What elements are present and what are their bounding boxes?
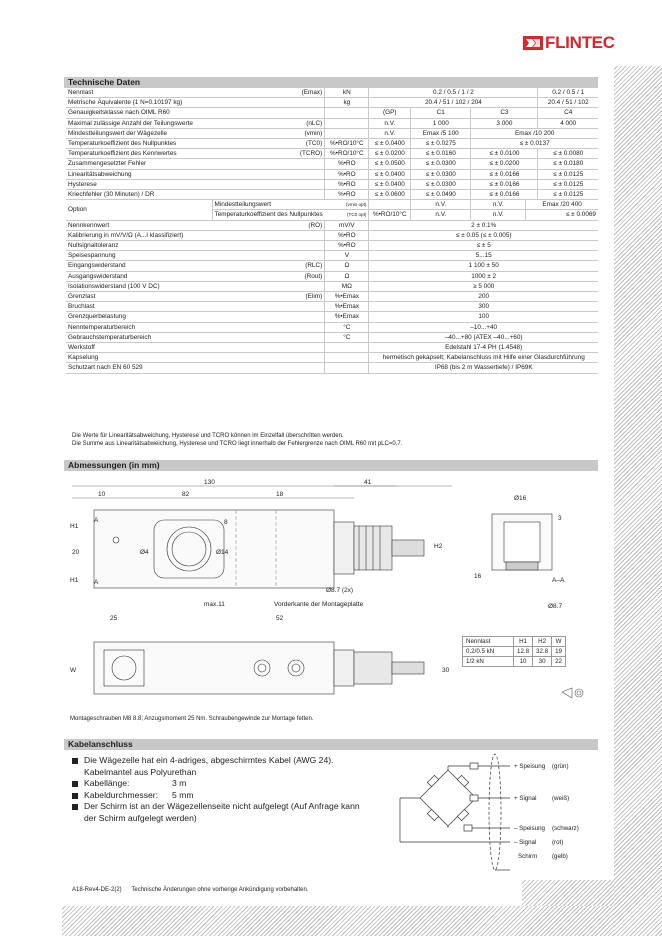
- spec-symbol: [212, 312, 325, 322]
- spec-value: 4 000: [538, 118, 598, 128]
- label-8: 8: [224, 519, 228, 526]
- spec-value: 100: [369, 312, 598, 322]
- note-1: Die Werte für Linearitätsabweichung, Hysterese und TCRO können im Einzelfall überschritten werden.: [72, 433, 344, 439]
- spec-label: Gebrauchstemperaturbereich: [66, 332, 212, 342]
- wire-minus-signal: – Signal: [514, 839, 537, 846]
- spec-value: 1 100 ± 50: [369, 261, 598, 271]
- spec-value: ≤ ± 0.0160: [411, 149, 471, 159]
- label-20: 20: [72, 549, 80, 556]
- spec-unit: %•Emax: [325, 302, 369, 312]
- wire-plus-speisung: + Speisung: [514, 763, 546, 770]
- spec-label: Genauigkeitsklasse nach OIML R60: [66, 108, 212, 118]
- label-a-a: A–A: [552, 577, 565, 584]
- spec-label: Hysterese: [66, 179, 212, 189]
- section-technical-data: Technische Daten: [64, 77, 598, 88]
- spec-label: Schutzart nach EN 60 529: [66, 363, 212, 373]
- spec-row: [66, 220, 598, 230]
- spec-value: Edelstahl 17-4 PH (1.4548): [369, 343, 598, 353]
- spec-unit: %•RO: [325, 169, 369, 179]
- spec-row: [66, 128, 598, 138]
- spec-row: [66, 353, 598, 363]
- spec-row: [66, 261, 598, 271]
- spec-symbol: [212, 322, 325, 332]
- spec-value: ≤ ± 0.0125: [538, 179, 598, 189]
- spec-unit: %•Emax: [325, 292, 369, 302]
- wire-plus-signal: + Signal: [514, 795, 537, 802]
- dim-18: 18: [276, 491, 284, 498]
- spec-row: [66, 281, 598, 291]
- label-25: 25: [110, 615, 118, 622]
- spec-row: [66, 343, 598, 353]
- spec-label: Bruchlast: [66, 302, 212, 312]
- spec-value: 1000 ± 2: [369, 271, 598, 281]
- dimension-drawing: [64, 470, 598, 710]
- spec-value: ≤ ± 0.0300: [411, 169, 471, 179]
- dim-header-h1: H1: [514, 637, 533, 647]
- spec-unit: Ω: [325, 261, 369, 271]
- spec-label: Metrische Äquivalente (1 N=0.10197 kg): [66, 98, 212, 108]
- spec-row: [66, 169, 598, 179]
- spec-row: [66, 241, 598, 251]
- flintec-logo-mark-icon: [523, 36, 543, 50]
- spec-row: [66, 88, 598, 98]
- spec-value: (GP): [369, 108, 411, 118]
- spec-unit: %•RO/10°C: [325, 149, 369, 159]
- dim-cell: 0.2/0.5 kN: [463, 647, 514, 657]
- label-w: W: [70, 667, 77, 674]
- spec-label: Eingangswiderstand: [66, 261, 212, 271]
- cable-item: Kabellänge: 3 m: [72, 778, 372, 790]
- spec-value: n.V.: [369, 118, 411, 128]
- spec-row: [66, 322, 598, 332]
- spec-value: Emax /10 200: [471, 128, 598, 138]
- spec-unit: %•RO: [325, 179, 369, 189]
- spec-value: ≤ ± 0.0166: [471, 169, 538, 179]
- spec-value: ≤ ± 0.0069: [526, 210, 598, 220]
- spec-value: 300: [369, 302, 598, 312]
- spec-symbol: (TC0): [212, 139, 325, 149]
- label-30: 30: [442, 667, 450, 674]
- spec-value: ≤ ± 0.0180: [538, 159, 598, 169]
- spec-row: [66, 98, 598, 108]
- spec-symbol: (TCRO): [212, 149, 325, 159]
- spec-value: C1: [411, 108, 471, 118]
- section-dimensions: Abmessungen (in mm): [64, 460, 598, 471]
- spec-value: ≤ ± 0.0080: [538, 149, 598, 159]
- spec-value: ≤ ± 5: [369, 241, 598, 251]
- spec-unit: %•RO: [325, 190, 369, 200]
- spec-value: 3 000: [471, 118, 538, 128]
- spec-label: Werkstoff: [66, 343, 212, 353]
- spec-unit: [325, 343, 369, 353]
- label-a-bottom: A: [94, 579, 99, 586]
- label-o14: Ø14: [216, 549, 229, 556]
- spec-row: [66, 312, 598, 322]
- spec-symbol: (nLC): [212, 118, 325, 128]
- label-52: 52: [276, 615, 284, 622]
- cable-spec-list: [72, 755, 372, 825]
- wire-minus-speisung-color: (schwarz): [552, 825, 579, 832]
- dim-cell: 32.8: [533, 647, 552, 657]
- dim-130: 130: [204, 479, 215, 486]
- spec-value: Emax /20 400: [526, 200, 598, 210]
- spec-symbol: [212, 179, 325, 189]
- spec-symbol: [212, 169, 325, 179]
- spec-value: 1 000: [411, 118, 471, 128]
- spec-symbol: (Rout): [212, 271, 325, 281]
- spec-unit: [325, 128, 369, 138]
- spec-unit: [325, 118, 369, 128]
- spec-value: ≤ ± 0.0490: [411, 190, 471, 200]
- spec-value: C3: [471, 108, 538, 118]
- spec-value: ≤ ± 0.0166: [471, 179, 538, 189]
- spec-value: ≤ ± 0.0600: [369, 190, 411, 200]
- spec-symbol: [212, 302, 325, 312]
- label-h1-top: H1: [70, 523, 79, 530]
- spec-symbol: [212, 251, 325, 261]
- spec-unit: °C: [325, 332, 369, 342]
- spec-label: Kapselung: [66, 353, 212, 363]
- spec-row: [66, 139, 598, 149]
- spec-symbol: [212, 190, 325, 200]
- shield-outline: [489, 754, 501, 870]
- spec-option-label: Option: [66, 200, 212, 220]
- spec-label: Kriechfehler (30 Minuten) / DR: [66, 190, 212, 200]
- spec-label: Nenntemperaturbereich: [66, 322, 212, 332]
- spec-label: Isolationswiderstand (100 V DC): [66, 281, 212, 291]
- spec-unit: [325, 363, 369, 373]
- spec-row: [66, 363, 598, 373]
- spec-unit: %•Emax: [325, 312, 369, 322]
- hatch-margin-right: [614, 66, 662, 936]
- spec-unit: %•RO: [325, 159, 369, 169]
- cell-body: [94, 510, 334, 588]
- spec-value: n.V.: [411, 210, 471, 220]
- spec-value: ≤ ± 0.05 (≤ ± 0.005): [369, 230, 598, 240]
- spec-row: [66, 251, 598, 261]
- spec-notes: [72, 432, 402, 448]
- spec-value: ≤ ± 0.0125: [538, 169, 598, 179]
- spec-value: n.V.: [471, 210, 526, 220]
- spec-symbol: [212, 343, 325, 353]
- spec-value: C4: [538, 108, 598, 118]
- spec-unit: V: [325, 251, 369, 261]
- spec-value: Emax /5 100: [411, 128, 471, 138]
- dim-cell: 12.8: [514, 647, 533, 657]
- spec-row: [66, 108, 598, 118]
- label-h2: H2: [434, 543, 443, 550]
- dim-header-w: W: [552, 637, 566, 647]
- spec-label: Linearitätsabweichung: [66, 169, 212, 179]
- spec-symbol: [212, 230, 325, 240]
- spec-row: [66, 190, 598, 200]
- label-o87: Ø8.7: [548, 603, 563, 610]
- spec-row: [66, 230, 598, 240]
- wheatstone-bridge: [420, 770, 476, 826]
- spec-symbol: [212, 353, 325, 363]
- spec-label: Kalibrierung in mV/V/Ω (A...I klassifiziert): [66, 230, 212, 240]
- mounting-note: Montageschrauben M8 8.8; Anzugsmoment 25 Nm. Schraubengewinde zur Montage fetten.: [70, 716, 314, 722]
- spec-row: [66, 292, 598, 302]
- spec-value: –40...+80 (ATEX –40...+60): [369, 332, 598, 342]
- spec-label: Nullsignaltoleranz: [66, 241, 212, 251]
- spec-symbol: [212, 98, 325, 108]
- spec-value: ≤ ± 0.0100: [471, 149, 538, 159]
- spec-symbol: (Emax): [212, 88, 325, 98]
- spec-label: Zusammengesetzter Fehler: [66, 159, 212, 169]
- label-16: 16: [474, 573, 482, 580]
- dimension-table: [462, 636, 566, 667]
- spec-label: Temperaturkoeffizient des Kennwertes: [66, 149, 212, 159]
- dim-header-h2: H2: [533, 637, 552, 647]
- wiring-diagram: [380, 752, 590, 888]
- spec-row: [66, 118, 598, 128]
- spec-label: Mindestteilungswert: [212, 200, 325, 210]
- spec-label: Nennkennwert: [66, 220, 212, 230]
- wire-plus-speisung-color: (grün): [552, 763, 569, 770]
- spec-row: [66, 332, 598, 342]
- spec-value: n.V.: [411, 200, 471, 210]
- spec-row: [66, 179, 598, 189]
- spec-value: ≤ ± 0.0300: [411, 159, 471, 169]
- wire-minus-speisung: – Speisung: [514, 825, 545, 832]
- spec-unit: °C: [325, 322, 369, 332]
- spec-unit: [325, 353, 369, 363]
- label-h1-bottom: H1: [70, 577, 79, 584]
- spec-unit: %•RO: [325, 241, 369, 251]
- spec-symbol: [212, 241, 325, 251]
- dim-cell: 1/2 kN: [463, 657, 514, 667]
- spec-row: [66, 200, 598, 210]
- spec-symbol: [212, 108, 325, 118]
- spec-symbol: (TC0 opt): [325, 210, 369, 220]
- wire-shield: Schirm: [518, 853, 538, 860]
- dim-82: 82: [182, 491, 190, 498]
- dim-cell: 19: [552, 647, 566, 657]
- label-vorderkante: Vorderkante der Montageplatte: [274, 601, 364, 608]
- spec-symbol: (RO): [212, 220, 325, 230]
- cable: [392, 540, 424, 556]
- spec-value: n.V.: [471, 200, 526, 210]
- wire-minus-signal-color: (rot): [552, 839, 564, 846]
- spec-value: ≤ ± 0.0200: [471, 159, 538, 169]
- spec-symbol: (vmin): [212, 128, 325, 138]
- spec-unit: mV/V: [325, 220, 369, 230]
- spec-value: ≥ 5 000: [369, 281, 598, 291]
- spec-value: ≤ ± 0.0275: [411, 139, 471, 149]
- spec-unit: %•RO/10°C: [325, 139, 369, 149]
- spec-table: [66, 88, 598, 374]
- spec-label: Nennlast: [66, 88, 212, 98]
- spec-unit: Ω: [325, 271, 369, 281]
- spec-label: Temperaturkoeffizient des Nullpunktes: [66, 139, 212, 149]
- spec-value: 200: [369, 292, 598, 302]
- footer-text: Technische Änderungen ohne vorherige Ankündigung vorbehalten.: [131, 887, 309, 893]
- hatch-margin-bottom: [62, 906, 614, 936]
- wire-shield-color: (gelb): [552, 853, 568, 860]
- spec-value: ≤ ± 0.0400: [369, 169, 411, 179]
- cable-item: Kabeldurchmesser: 5 mm: [72, 790, 372, 802]
- label-max11: max.11: [204, 601, 225, 608]
- spec-label: Ausgangswiderstand: [66, 271, 212, 281]
- spec-symbol: [212, 159, 325, 169]
- spec-value: ≤ ± 0.0400: [369, 139, 411, 149]
- label-o16: Ø16: [514, 495, 527, 502]
- spec-value: 0.2 / 0.5 / 1: [538, 88, 598, 98]
- spec-row: [66, 159, 598, 169]
- spec-value: 2 ± 0.1%: [369, 220, 598, 230]
- spec-row: [66, 271, 598, 281]
- spec-value: ≤ ± 0.0125: [538, 190, 598, 200]
- spec-unit: MΩ: [325, 281, 369, 291]
- spec-value: 20.4 / 51 / 102 / 204: [369, 98, 538, 108]
- spec-unit: kN: [325, 88, 369, 98]
- spec-value: ≤ ± 0.0200: [369, 149, 411, 159]
- spec-value: 5...15: [369, 251, 598, 261]
- label-o4: Ø4: [140, 549, 149, 556]
- footer-code: A18-Rev4-DE-2(2): [72, 887, 122, 893]
- spec-value: n.V.: [369, 128, 411, 138]
- label-a-top: A: [94, 517, 99, 524]
- spec-label: Maximal zulässige Anzahl der Teilungswerte: [66, 118, 212, 128]
- wire-plus-signal-color: (weiß): [552, 795, 570, 802]
- spec-unit: %•RO: [325, 230, 369, 240]
- spec-symbol: (RLC): [212, 261, 325, 271]
- dim-10: 10: [98, 491, 106, 498]
- footer: [72, 887, 309, 893]
- spec-value: 0.2 / 0.5 / 1 / 2: [369, 88, 538, 98]
- spec-value: ≤ ± 0.0166: [471, 190, 538, 200]
- note-2: Die Summe aus Linearitätsabweichung, Hysterese und TCRO liegt innerhalb der Fehlergrenze nach OIML R60 mit pLC=0,7.: [72, 441, 403, 447]
- spec-symbol: (Elim): [212, 292, 325, 302]
- dim-header-nennlast: Nennlast: [463, 637, 514, 647]
- label-o87-2x: Ø8.7 (2x): [326, 587, 354, 594]
- spec-value: IP68 (bis 2 m Wassertiefe) / IP69K: [369, 363, 598, 373]
- dim-cell: 30: [533, 657, 552, 667]
- cable-item: Die Wägezelle hat ein 4-adriges, abgeschirmtes Kabel (AWG 24). Kabelmantel aus Polyurethan: [72, 755, 372, 778]
- spec-symbol: [212, 363, 325, 373]
- spec-symbol: (vmin opt): [325, 200, 369, 210]
- projection-symbol-icon: [562, 688, 583, 698]
- spec-value: –10...+40: [369, 322, 598, 332]
- spec-label: Grenzlast: [66, 292, 212, 302]
- spec-value: ≤ ± 0.0500: [369, 159, 411, 169]
- spec-unit: %•RO/10°C: [369, 210, 411, 220]
- spec-unit: kg: [325, 98, 369, 108]
- spec-row: [66, 302, 598, 312]
- spec-value: 20.4 / 51 / 102: [538, 98, 598, 108]
- flintec-logo: [523, 33, 615, 53]
- label-3: 3: [558, 515, 562, 522]
- spec-value: ≤ ± 0.0137: [471, 139, 598, 149]
- spec-label: Temperaturkoeffizient des Nullpunktes: [212, 210, 325, 220]
- spec-label: Speisespannung: [66, 251, 212, 261]
- spec-value: ≤ ± 0.0400: [369, 179, 411, 189]
- spec-label: Mindestteilungswert der Wägezelle: [66, 128, 212, 138]
- dim-cell: 10: [514, 657, 533, 667]
- cable-item: Der Schirm ist an der Wägezellenseite nicht aufgelegt (Auf Anfrage kann der Schirm aufgelegt werden): [72, 801, 372, 824]
- spec-unit: [369, 200, 411, 210]
- spec-unit: [325, 108, 369, 118]
- spec-symbol: [212, 332, 325, 342]
- dim-cell: 22: [552, 657, 566, 667]
- spec-symbol: [212, 281, 325, 291]
- spec-row: [66, 149, 598, 159]
- brand-name: FLINTEC: [545, 33, 615, 52]
- section-cable: Kabelanschluss: [64, 739, 598, 750]
- spec-value: hermetisch gekapselt; Kabelanschluss mit Hilfe einer Glasdurchführung: [369, 353, 598, 363]
- dim-41: 41: [364, 479, 372, 486]
- spec-value: ≤ ± 0.0300: [411, 179, 471, 189]
- spec-label: Grenzquerbelastung: [66, 312, 212, 322]
